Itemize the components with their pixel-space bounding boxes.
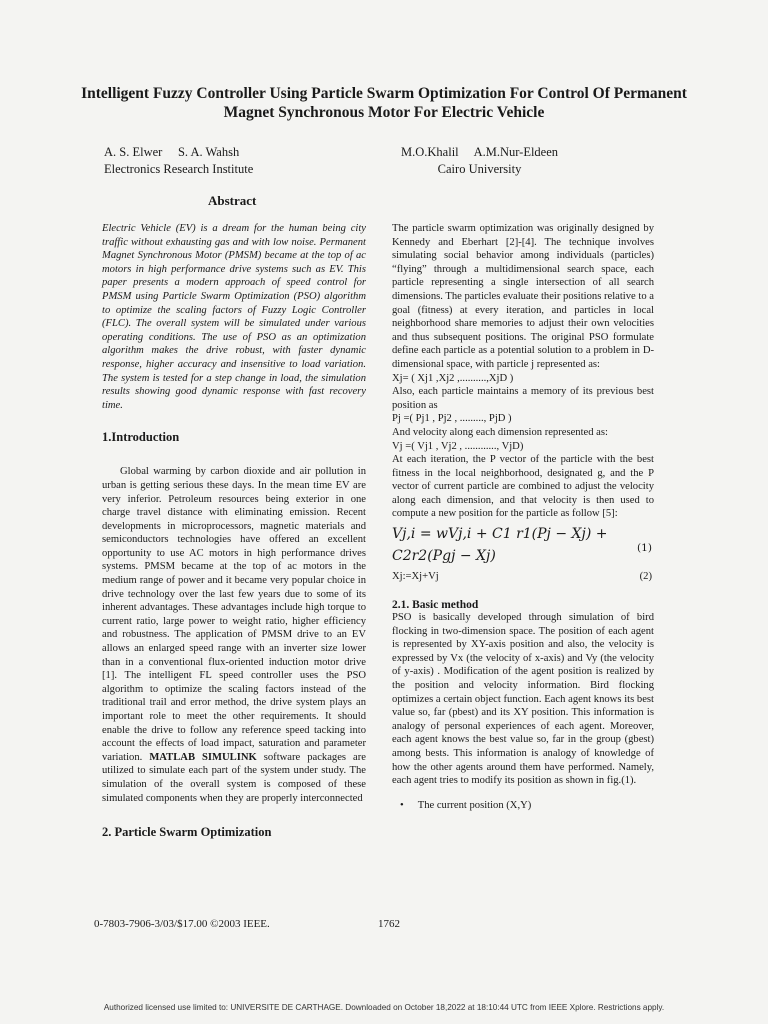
abstract-heading: Abstract: [208, 193, 257, 208]
author-names-right: M.O.Khalil A.M.Nur-Eldeen: [401, 145, 559, 159]
intro-text: [102, 465, 366, 805]
author-block-left: [104, 144, 253, 178]
author-affiliation-left: Electronics Research Institute: [104, 162, 254, 176]
author-block-right: [401, 144, 558, 178]
equation-1-line-1: Vj,i = wVj,i + C1 r1(Pj − Xj) +: [392, 526, 608, 543]
author-affiliation-right: Cairo University: [437, 162, 522, 176]
xj-definition: Xj= ( Xj1 ,Xj2 ,..........,XjD ): [392, 372, 514, 384]
bullet-item-text: The current position (X,Y): [417, 799, 532, 811]
equation-1-number: (1): [636, 542, 652, 555]
pj-definition: Pj =( Pj1 , Pj2 , ........., PjD ): [392, 413, 512, 425]
pso-paragraph-2: Also, each particle maintains a memory of its previous best position as: [392, 386, 654, 411]
basic-method-heading: 2.1. Basic method: [392, 599, 479, 612]
right-column: [392, 222, 654, 811]
author-names-left: A. S. Elwer S. A. Wahsh: [104, 145, 240, 159]
vj-definition: Vj =( Vj1 , Vj2 , ............, VjD): [392, 440, 524, 452]
matlab-simulink-bold: MATLAB SIMULINK: [149, 751, 257, 763]
equation-2: [392, 569, 654, 585]
pso-paragraph-1: The particle swarm optimization was originally designed by Kennedy and Eberhart [2]-[4]. The technique involves simulating social behavior among individuals (particles) “flying” through a multidimensional search space, each particle representing a single intersection of all search dimensions. The particles evaluate their positions relative to a goal (fitness) at every iteration, and particles in local neighborhood share memories to adjust their own velocities and thus subsequent positions. The original PSO formulate define each particle as a potential solution to a problem in D-dimensional space, with particle j represented as:: [392, 223, 654, 370]
copyright-footer: 0-7803-7906-3/03/$17.00 ©2003 IEEE.: [94, 918, 270, 930]
left-column: [102, 222, 366, 840]
equation-2-body: Xj:=Xj+Vj: [392, 571, 439, 583]
intro-text-main: Global warming by carbon dioxide and air pollution in urban is getting serious these days. In the mean time EV are very inferior. Petroleum resources being exterior in one charge travel distance with eliminating emission. Recent developments in microprocessors, magnetic materials and semiconductors technologies have offered an excellent opportunity to use AC motors in high performance drives systems. PMSM became at the top of ac motors in the medium range of power and it became very popular choice in drive technology over the last few years due to some of its inherent advantages. These advantages include high torque to current ratio, large power to weight ratio, higher efficiency and robustness. The application of PMSM drive to an EV allows an enlarged speed range with an inverter size lower than in a conventional flux-oriented induction motor drive [1]. The intelligent FL speed controller uses the PSO algorithm to optimize the scaling factors instead of the traditional trail and error method, the drive system plays an important role to meet the other requirements. It should enable the drive to follow any reference speed tacking into account the effects of load impact, saturation and parameter variation.: [102, 466, 366, 763]
pso-paragraph-3: And velocity along each dimension represented as:: [392, 426, 608, 438]
pso-paragraph-4: At each iteration, the P vector of the particle with the best fitness in the local neighborhood, designated g, and the P vector of current particle are combined to adjust the velocity along each dimension, and that velocity is then used to compute a new position for the particle as follow [5]:: [392, 454, 654, 520]
paper-title: Intelligent Fuzzy Controller Using Particle Swarm Optimization For Control Of Permanent Magnet Synchronous Motor For Electric Vehicle: [81, 85, 687, 121]
equation-2-number: (2): [639, 571, 652, 583]
basic-method-text: PSO is basically developed through simulation of bird flocking in two-dimension space. The position of each agent is represented by XY-axis position and also, the velocity is expressed by Vx (the velocity of x-axis) and Vy (the velocity of y-axis) . Modification of the agent position is realized by the position and velocity information. Bird flocking optimizes a certain object function. Each agent knows its best value so, far (pbest) and its XY position. This information is analogy of personal experiences of each agent. Moreover, each agent knows the best value so, far in the group (gbest) among bests. This information is analogy of knowledge of how the other agents around them have performed. Namely, each agent tries to modify its position as shown in fig.(1).: [392, 612, 654, 787]
bullet-list-item: [392, 800, 654, 811]
license-notice: Authorized licensed use limited to: UNIVERSITE DE CARTHAGE. Downloaded on October 18,2022 at 18:10:44 UTC from IEEE Xplore. Restrictions apply.: [103, 1003, 665, 1012]
equation-1: [392, 523, 654, 567]
page-number: 1762: [378, 918, 400, 930]
abstract-text: Electric Vehicle (EV) is a dream for the human being city traffic without exhausting gas and with low noise. Permanent Magnet Synchronous Motor (PMSM) became at the top of ac motors in high performance drive systems such as EV. This paper presents a modern approach of speed control for PMSM using Particle Swarm Optimization (PSO) algorithm to optimize the scaling factors of Fuzzy Logic Controller (FLC). The overall system will be simulated under various operating conditions. The use of PSO as an optimization algorithm makes the drive robust, with faster dynamic response, higher accuracy and insensitive to load variation. The system is tested for a step change in load, the simulation results showing good dynamic response with fast recovery time.: [102, 223, 366, 411]
equation-1-line-2: C2r2(Pgj − Xj): [392, 548, 496, 565]
intro-heading: 1.Introduction: [102, 430, 180, 445]
section2-heading: 2. Particle Swarm Optimization: [102, 825, 272, 840]
bullet-icon: •: [400, 799, 404, 811]
intro-text-end: software packages are utilized to simulate each part of the system under study. The simulation of the overall system is composed of these simulated components when they are properly interconnected: [102, 751, 366, 804]
